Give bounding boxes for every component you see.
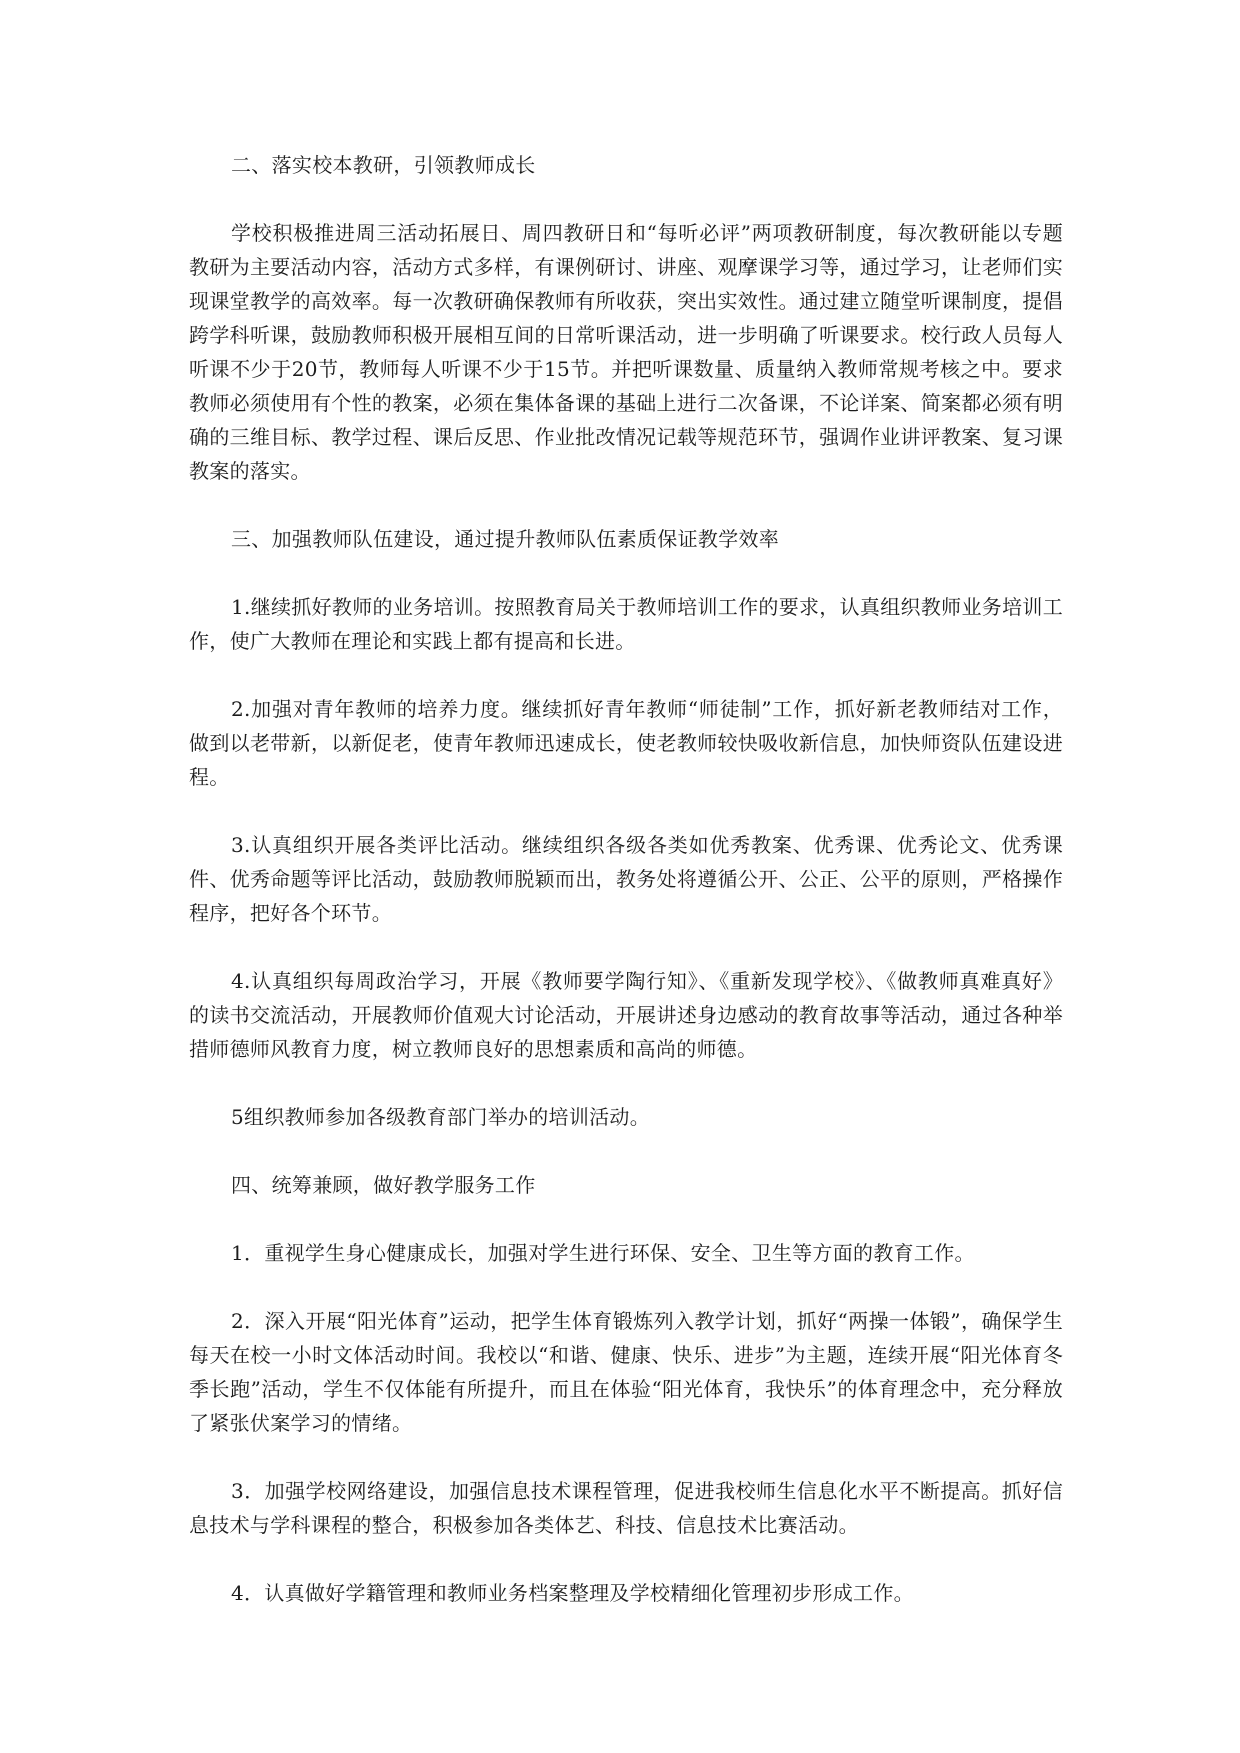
- paragraph-item-4-2: 2．深入开展“阳光体育”运动，把学生体育锻炼列入教学计划，抓好“两操一体锻”，确保学生每天在校一小时文体活动时间。我校以“和谐、健康、快乐、进步”为主题，连续开展“阳光体育冬季长跑”活动，学生不仅体能有所提升，而且在体验“阳光体育，我快乐”的体育理念中，充分释放了紧张伏案学习的情绪。: [189, 1309, 1063, 1435]
- document-body: [189, 148, 1063, 1610]
- paragraph-item-3-5: 5组织教师参加各级教育部门举办的培训活动。: [231, 1105, 651, 1129]
- section-heading-4: 四、统筹兼顾，做好教学服务工作: [231, 1173, 536, 1197]
- paragraph-item-4-1: 1．重视学生身心健康成长，加强对学生进行环保、安全、卫生等方面的教育工作。: [231, 1241, 975, 1265]
- section-heading-3: 三、加强教师队伍建设，通过提升教师队伍素质保证教学效率: [231, 527, 780, 551]
- section-heading-2: 二、落实校本教研，引领教师成长: [231, 153, 536, 177]
- paragraph-item-4-3: 3．加强学校网络建设，加强信息技术课程管理，促进我校师生信息化水平不断提高。抓好信息技术与学科课程的整合，积极参加各类体艺、科技、信息技术比赛活动。: [189, 1479, 1063, 1537]
- paragraph-item-3-1: 1.继续抓好教师的业务培训。按照教育局关于教师培训工作的要求，认真组织教师业务培训工作，使广大教师在理论和实践上都有提高和长进。: [189, 595, 1063, 653]
- paragraph-item-3-3: 3.认真组织开展各类评比活动。继续组织各级各类如优秀教案、优秀课、优秀论文、优秀课件、优秀命题等评比活动，鼓励教师脱颖而出，教务处将遵循公开、公正、公平的原则，严格操作程序，把好各个环节。: [189, 833, 1063, 925]
- paragraph-item-3-4: 4.认真组织每周政治学习，开展《教师要学陶行知》、《重新发现学校》、《做教师真难真好》的读书交流活动，开展教师价值观大讨论活动，开展讲述身边感动的教育故事等活动，通过各种举措师德师风教育力度，树立教师良好的思想素质和高尚的师德。: [189, 969, 1063, 1061]
- paragraph-item-3-2: 2.加强对青年教师的培养力度。继续抓好青年教师“师徒制”工作，抓好新老教师结对工作，做到以老带新，以新促老，使青年教师迅速成长，使老教师较快吸收新信息，加快师资队伍建设进程。: [189, 697, 1063, 789]
- paragraph-school-research: 学校积极推进周三活动拓展日、周四教研日和“每听必评”两项教研制度，每次教研能以专题教研为主要活动内容，活动方式多样，有课例研讨、讲座、观摩课学习等，通过学习，让老师们实现课堂教学的高效率。每一次教研确保教师有所收获，突出实效性。通过建立随堂听课制度，提倡跨学科听课，鼓励教师积极开展相互间的日常听课活动，进一步明确了听课要求。校行政人员每人听课不少于20节，教师每人听课不少于15节。并把听课数量、质量纳入教师常规考核之中。要求教师必须使用有个性的教案，必须在集体备课的基础上进行二次备课，不论详案、简案都必须有明确的三维目标、教学过程、课后反思、作业批改情况记载等规范环节，强调作业讲评教案、复习课教案的落实。: [189, 221, 1063, 483]
- paragraph-item-4-4: 4．认真做好学籍管理和教师业务档案整理及学校精细化管理初步形成工作。: [231, 1581, 914, 1605]
